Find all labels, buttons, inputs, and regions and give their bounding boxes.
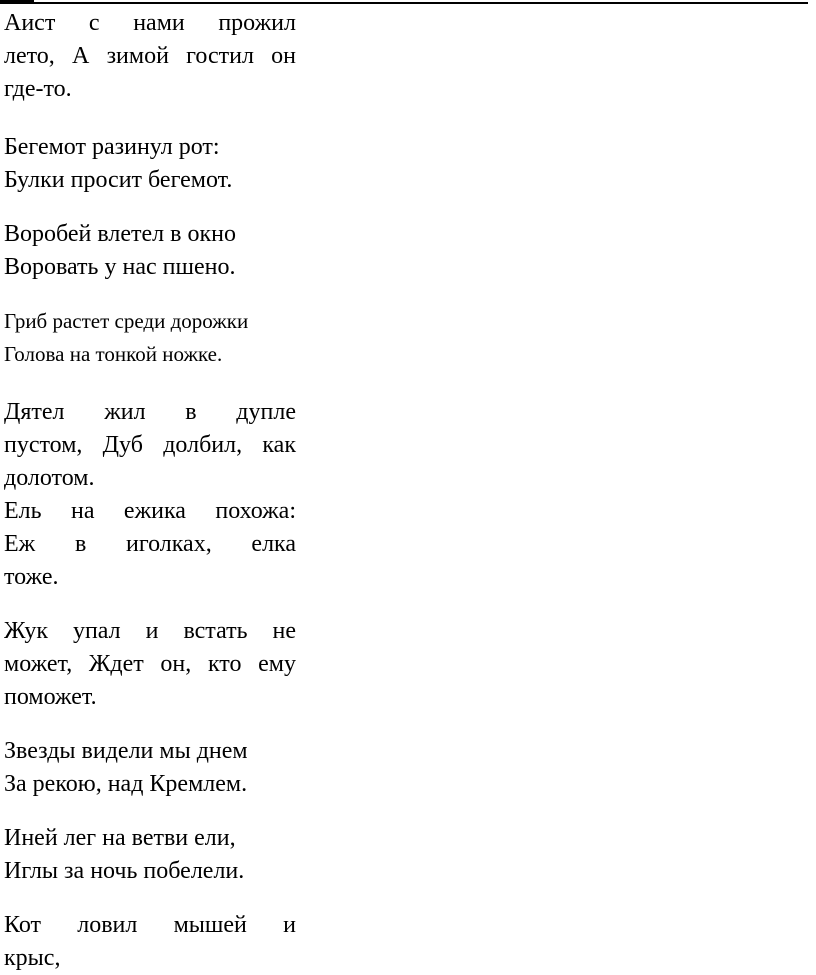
stanza-line: тоже. <box>4 564 59 590</box>
stanza-line: Ель на ежика похожа: <box>4 498 296 524</box>
stanza-zhuk <box>4 615 296 714</box>
stanza-line: Бегемот разинул рот: <box>4 134 220 160</box>
stanza-line: Кот ловил мышей и <box>4 912 296 938</box>
stanza-line: Аист с нами прожил <box>4 10 296 36</box>
stanza-line: лето, А зимой гостил он <box>4 43 296 69</box>
stanza-el <box>4 495 296 594</box>
stanza-zvezdy <box>4 735 296 801</box>
stanza-kot <box>4 909 296 975</box>
poem-column <box>4 7 296 975</box>
stanza-line: Звезды видели мы днем <box>4 738 248 764</box>
stanza-line: Иглы за ночь побелели. <box>4 858 245 884</box>
stanza-line: Жук упал и встать не <box>4 618 296 644</box>
stanza-line: крыс, <box>4 945 61 971</box>
stanza-grib <box>4 305 296 371</box>
stanza-dyatel <box>4 396 296 495</box>
top-border-line <box>0 2 808 4</box>
stanza-line: Гриб растет среди дорожки <box>4 309 249 333</box>
stanza-line: Еж в иголках, елка <box>4 531 296 557</box>
stanza-line: Дятел жил в дупле <box>4 399 296 425</box>
stanza-line: Воробей влетел в окно <box>4 221 236 247</box>
stanza-line: поможет. <box>4 684 97 710</box>
stanza-aist <box>4 7 296 106</box>
stanza-line: пустом, Дуб долбил, как <box>4 432 296 458</box>
stanza-line: Иней лег на ветви ели, <box>4 825 236 851</box>
stanza-vorobey <box>4 218 296 284</box>
stanza-line: может, Ждет он, кто ему <box>4 651 296 677</box>
stanza-line: Булки просит бегемот. <box>4 167 233 193</box>
stanza-line: где-то. <box>4 76 72 102</box>
stanza-line: Голова на тонкой ножке. <box>4 342 223 366</box>
stanza-line: долотом. <box>4 465 95 491</box>
stanza-line: За рекою, над Кремлем. <box>4 771 248 797</box>
stanza-iney <box>4 822 296 888</box>
stanza-begemot <box>4 131 296 197</box>
stanza-line: Воровать у нас пшено. <box>4 254 236 280</box>
